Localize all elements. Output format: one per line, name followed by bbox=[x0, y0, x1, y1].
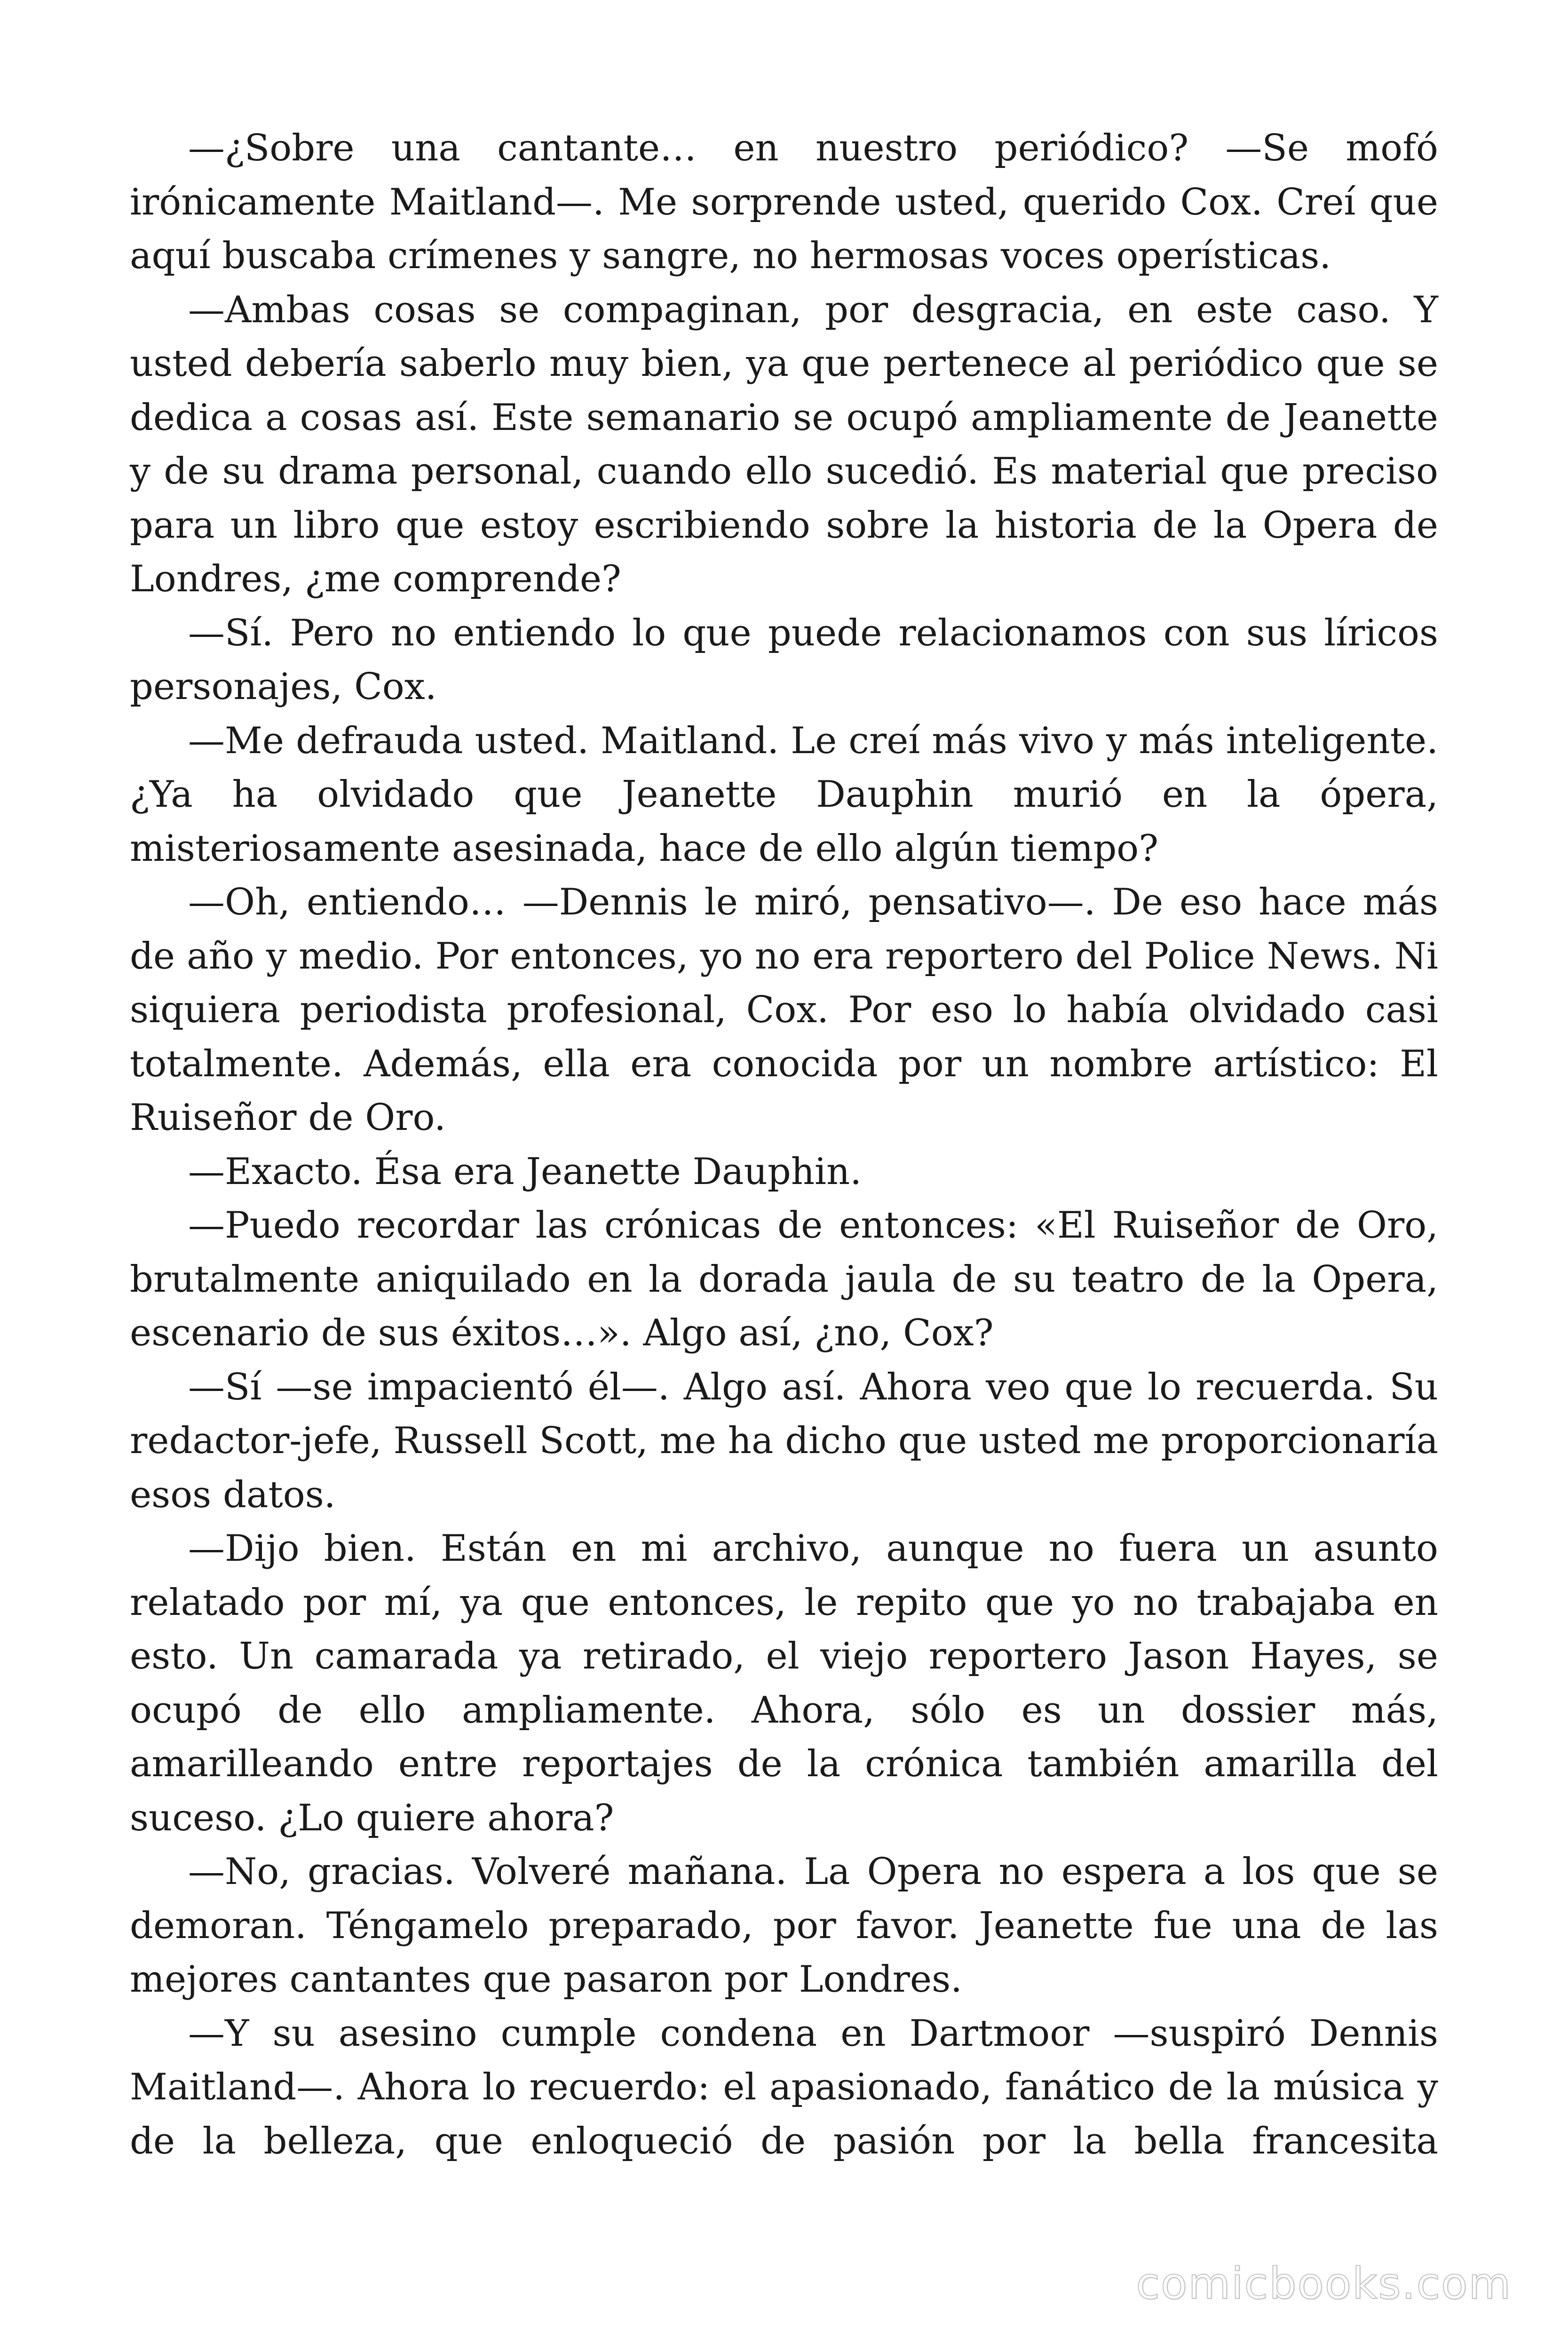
paragraph: —Puedo recordar las crónicas de entonces: «El Ruiseñor de Oro, brutalmente aniquilado en la dorada jaula de su teatro de la Opera, escenario de sus éxitos…». Algo así, ¿no, Cox? bbox=[130, 1204, 1438, 1354]
paragraph: —Exacto. Ésa era Jeanette Dauphin. bbox=[188, 1150, 862, 1193]
paragraph: —Sí. Pero no entiendo lo que puede relacionamos con sus líricos personajes, Cox. bbox=[130, 612, 1438, 708]
paragraph: —Dijo bien. Están en mi archivo, aunque no fuera un asunto relatado por mí, ya que entonces, le repito que yo no trabajaba en esto. Un camarada ya retirado, el viejo reportero Jason Hayes, se ocupó de ello ampliamente. Ahora, sólo es un dossier más, amarilleando entre reportajes de la crónica también amarilla del suceso. ¿Lo quiere ahora? bbox=[130, 1527, 1438, 1839]
body-text bbox=[130, 121, 1438, 2168]
paragraph: —Oh, entiendo… —Dennis le miró, pensativo—. De eso hace más de año y medio. Por entonces, yo no era reportero del Police News. Ni siquiera periodista profesional, Cox. Por eso lo había olvidado casi totalmente. Además, ella era conocida por un nombre artístico: El Ruiseñor de Oro. bbox=[130, 881, 1438, 1139]
paragraph: —Sí —se impacientó él—. Algo así. Ahora veo que lo recuerda. Su redactor-jefe, Russell Scott, me ha dicho que usted me proporcionaría esos datos. bbox=[130, 1366, 1438, 1516]
paragraph: —Y su asesino cumple condena en Dartmoor —suspiró Dennis Maitland—. Ahora lo recuerdo: el apasionado, fanático de la música y de la belleza, que enloqueció de pasión por la bella francesita bbox=[130, 2012, 1438, 2162]
paragraph: —No, gracias. Volveré mañana. La Opera no espera a los que se demoran. Téngamelo preparado, por favor. Jeanette fue una de las mejores cantantes que pasaron por Londres. bbox=[130, 1851, 1438, 2001]
paragraph: —Me defrauda usted. Maitland. Le creí más vivo y más inteligente. ¿Ya ha olvidado que Jeanette Dauphin murió en la ópera, misteriosamente asesinada, hace de ello algún tiempo? bbox=[130, 719, 1438, 870]
paragraph: —¿Sobre una cantante… en nuestro periódico? —Se mofó irónicamente Maitland—. Me sorprende usted, querido Cox. Creí que aquí buscaba crímenes y sangre, no hermosas voces operísticas. bbox=[130, 127, 1438, 277]
watermark: comicbooks.com bbox=[1136, 2258, 1512, 2309]
paragraph: —Ambas cosas se compaginan, por desgracia, en este caso. Y usted debería saberlo muy bien, ya que pertenece al periódico que se dedica a cosas así. Este semanario se ocupó ampliamente de Jeanette y de su drama personal, cuando ello sucedió. Es material que preciso para un libro que estoy escribiendo sobre la historia de la Opera de Londres, ¿me comprende? bbox=[130, 288, 1438, 600]
